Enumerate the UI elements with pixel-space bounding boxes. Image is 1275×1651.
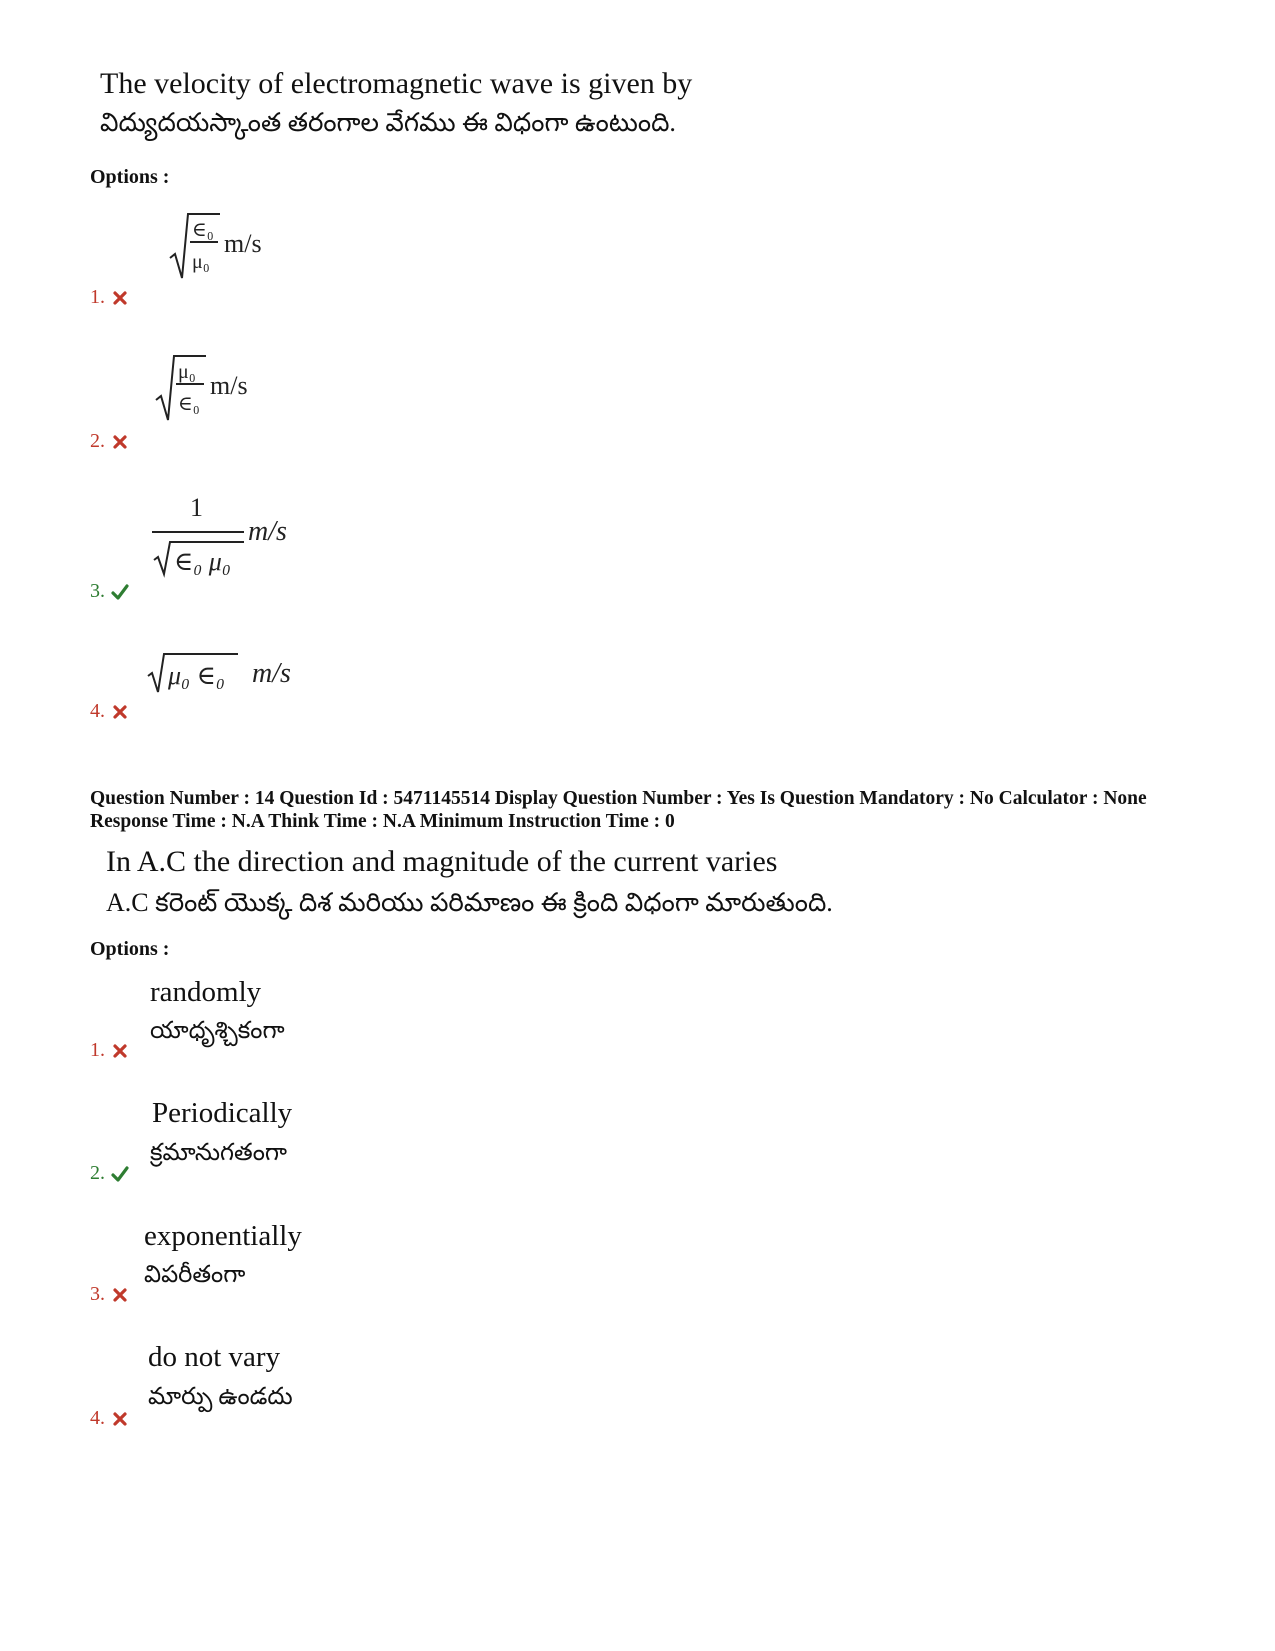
q13-opt3-denominator: ∈₀ μ₀ [174,547,231,576]
q13-opt1-unit: m/s [224,229,262,258]
q13-option-2 [90,430,129,453]
q14-option-1-text-te: యాధృశ్చికంగా [150,1018,285,1044]
cross-icon [111,703,129,721]
q13-opt1-denominator: μ₀ [192,251,210,273]
q13-opt2-denominator: ∈₀ [178,393,200,415]
option-number: 1. [90,286,105,308]
q13-option-3-formula [150,490,320,580]
cross-icon [111,1410,129,1428]
option-number: 3. [90,580,105,602]
q13-opt3-numerator: 1 [190,493,203,522]
check-icon [111,1165,129,1183]
cross-icon [111,1042,129,1060]
q14-meta: Question Number : 14 Question Id : 5471145514 Display Question Number : Yes Is Question Mandatory : No Calculator : None Response Time : N.A Think Time : N.A Minimum Instruction Time : 0 [90,788,1147,832]
q13-opt3-unit: m/s [248,516,287,547]
q14-option-1-text-en: randomly [150,976,262,1008]
q14-option-3-text-en: exponentially [144,1220,302,1252]
option-number: 4. [90,700,105,722]
q14-option-4-text-en: do not vary [148,1341,281,1373]
q13-option-4 [90,700,129,723]
q13-option-3 [90,580,129,603]
q14-option-2 [90,1162,129,1185]
option-number: 3. [90,1283,105,1305]
q14-option-2-text-en: Periodically [152,1097,293,1129]
q13-opt4-radicand: μ₀ ∈₀ [168,661,225,690]
q14-option-2-text-te: క్రమానుగతంగా [150,1140,287,1166]
q14-option-4 [90,1407,129,1430]
q14-option-3 [90,1283,129,1306]
q13-option-4-formula [146,650,316,694]
q14-options-label: Options : [90,938,170,960]
option-number: 4. [90,1407,105,1429]
q14-option-1 [90,1039,129,1062]
q13-opt1-numerator: ∈₀ [192,219,214,241]
q14-text-te: A.C కరెంట్ యొక్క దిశ మరియు పరిమాణం ఈ క్రింది విధంగా మారుతుంది. [106,888,833,917]
q13-text-en: The velocity of electromagnetic wave is given by [100,67,693,100]
q13-opt2-unit: m/s [210,371,248,400]
check-icon [111,583,129,601]
q13-text-te: విద్యుదయస్కాంత తరంగాల వేగము ఈ విధంగా ఉంటుంది. [100,108,676,137]
cross-icon [111,1286,129,1304]
option-number: 2. [90,430,105,452]
q13-options-label: Options : [90,166,170,188]
cross-icon [111,289,129,307]
q14-text-en: In A.C the direction and magnitude of the current varies [106,845,778,878]
option-number: 1. [90,1039,105,1061]
q13-opt2-numerator: μ₀ [178,361,196,383]
option-number: 2. [90,1162,105,1184]
q13-opt4-unit: m/s [252,658,291,689]
q13-option-2-formula [154,352,274,424]
q14-option-4-text-te: మార్పు ఉండదు [148,1384,293,1410]
q14-option-3-text-te: విపరీతంగా [144,1262,246,1288]
cross-icon [111,433,129,451]
q13-option-1-formula [168,210,288,282]
q13-option-1 [90,286,129,309]
